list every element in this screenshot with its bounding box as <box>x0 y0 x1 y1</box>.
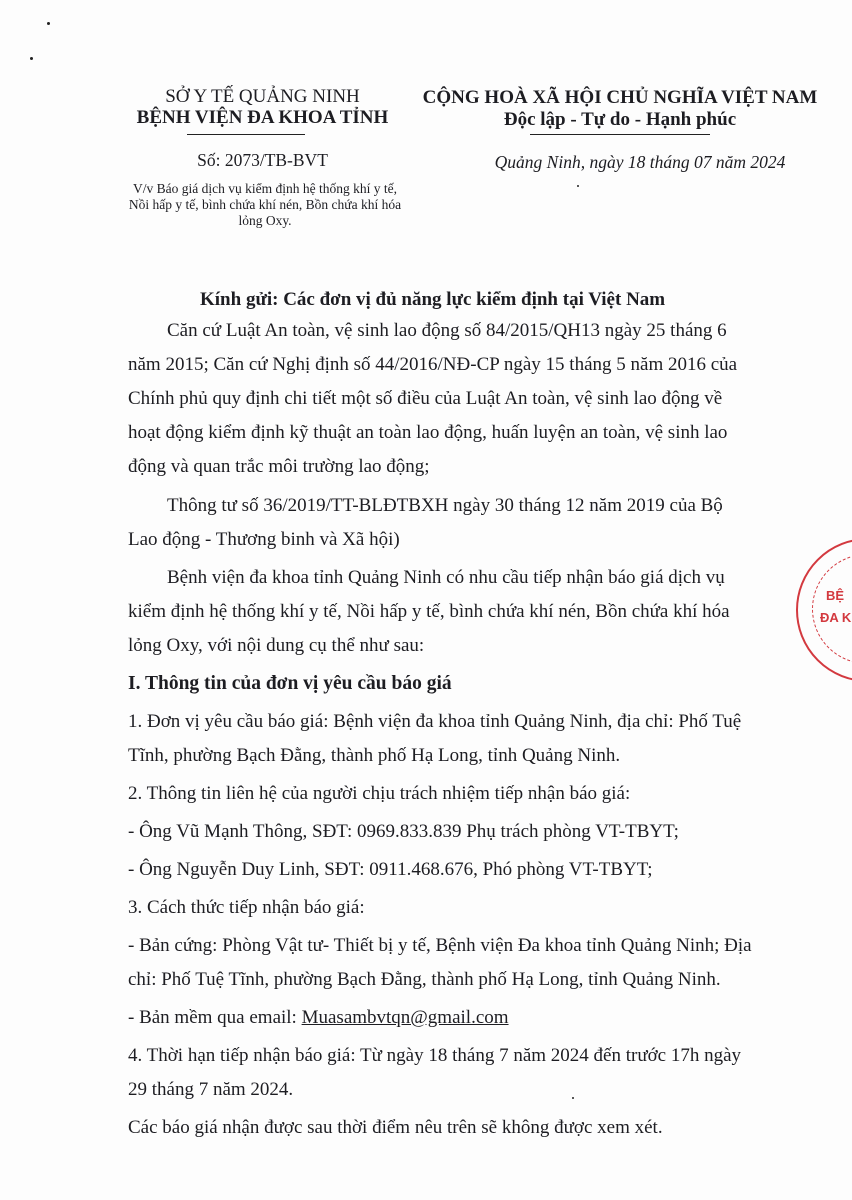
paragraph-line: lỏng Oxy, với nội dung cụ thể như sau: <box>128 635 425 656</box>
paragraph-line: động và quan trắc môi trường lao động; <box>128 456 430 477</box>
agency-name: SỞ Y TẾ QUẢNG NINH <box>165 86 360 107</box>
stamp-text: BỆ <box>826 588 845 603</box>
stamp-inner-ring <box>812 554 852 664</box>
national-title: CỘNG HOÀ XÃ HỘI CHỦ NGHĨA VIỆT NAM <box>422 87 818 108</box>
scan-speck <box>30 57 33 60</box>
paragraph-line: Căn cứ Luật An toàn, vệ sinh lao động số 84/2015/QH13 ngày 25 tháng 6 <box>167 320 727 341</box>
paragraph-line: kiểm định hệ thống khí y tế, Nồi hấp y tế, bình chứa khí nén, Bồn chứa khí hóa <box>128 601 730 622</box>
softcopy-label: - Bản mềm qua email: <box>128 1007 302 1028</box>
scan-speck <box>572 1097 574 1099</box>
email-link[interactable]: Muasambvtqn@gmail.com <box>301 1007 509 1028</box>
recipient-line: Kính gửi: Các đơn vị đủ năng lực kiểm định tại Việt Nam <box>200 289 666 310</box>
section-heading: I. Thông tin của đơn vị yêu cầu báo giá <box>128 673 452 694</box>
item-line: 1. Đơn vị yêu cầu báo giá: Bệnh viện đa khoa tỉnh Quảng Ninh, địa chỉ: Phố Tuệ <box>128 711 742 732</box>
hardcopy-line: - Bản cứng: Phòng Vật tư- Thiết bị y tế, Bệnh viện Đa khoa tỉnh Quảng Ninh; Địa <box>128 935 752 956</box>
softcopy-line <box>128 1006 509 1030</box>
paragraph-line: Chính phủ quy định chi tiết một số điều của Luật An toàn, vệ sinh lao động về <box>128 388 723 409</box>
contact-line: - Ông Nguyễn Duy Linh, SĐT: 0911.468.676, Phó phòng VT-TBYT; <box>128 859 653 880</box>
item-line: 3. Cách thức tiếp nhận báo giá: <box>128 897 365 918</box>
subject-line: lỏng Oxy. <box>238 213 292 228</box>
hardcopy-line: chỉ: Phố Tuệ Tĩnh, phường Bạch Đằng, thành phố Hạ Long, tỉnh Quảng Ninh. <box>128 969 721 990</box>
national-motto: Độc lập - Tự do - Hạnh phúc <box>503 109 737 130</box>
hospital-name: BỆNH VIỆN ĐA KHOA TỈNH <box>136 107 389 128</box>
item-line: 2. Thông tin liên hệ của người chịu trách nhiệm tiếp nhận báo giá: <box>128 783 631 804</box>
paragraph-line: hoạt động kiểm định kỹ thuật an toàn lao động, huấn luyện an toàn, vệ sinh lao <box>128 422 728 443</box>
subject-line: V/v Báo giá dịch vụ kiểm định hệ thống khí y tế, <box>133 181 397 196</box>
scan-speck <box>47 22 50 25</box>
item-line: 29 tháng 7 năm 2024. <box>128 1079 294 1100</box>
closing-line: Các báo giá nhận được sau thời điểm nêu trên sẽ không được xem xét. <box>128 1117 663 1138</box>
document-number: Số: 2073/TB-BVT <box>197 150 328 170</box>
paragraph-line: Lao động - Thương binh và Xã hội) <box>128 529 400 550</box>
item-line: 4. Thời hạn tiếp nhận báo giá: Từ ngày 18 tháng 7 năm 2024 đến trước 17h ngày <box>128 1045 742 1066</box>
official-stamp <box>796 538 852 682</box>
header-rule-right <box>530 134 710 135</box>
paragraph-line: Bệnh viện đa khoa tỉnh Quảng Ninh có nhu cầu tiếp nhận báo giá dịch vụ <box>167 567 725 588</box>
item-line: Tĩnh, phường Bạch Đằng, thành phố Hạ Long, tỉnh Quảng Ninh. <box>128 745 621 766</box>
header-rule-left <box>187 134 305 135</box>
contact-line: - Ông Vũ Mạnh Thông, SĐT: 0969.833.839 Phụ trách phòng VT-TBYT; <box>128 821 679 842</box>
scan-speck <box>577 185 579 187</box>
subject-line: Nồi hấp y tế, bình chứa khí nén, Bồn chứa khí hóa <box>128 197 402 212</box>
paragraph-line: năm 2015; Căn cứ Nghị định số 44/2016/NĐ-CP ngày 15 tháng 5 năm 2016 của <box>128 354 738 375</box>
paragraph-line: Thông tư số 36/2019/TT-BLĐTBXH ngày 30 tháng 12 năm 2019 của Bộ <box>167 495 723 516</box>
document-date: Quảng Ninh, ngày 18 tháng 07 năm 2024 <box>494 152 786 172</box>
stamp-text: ĐA K <box>820 610 852 625</box>
